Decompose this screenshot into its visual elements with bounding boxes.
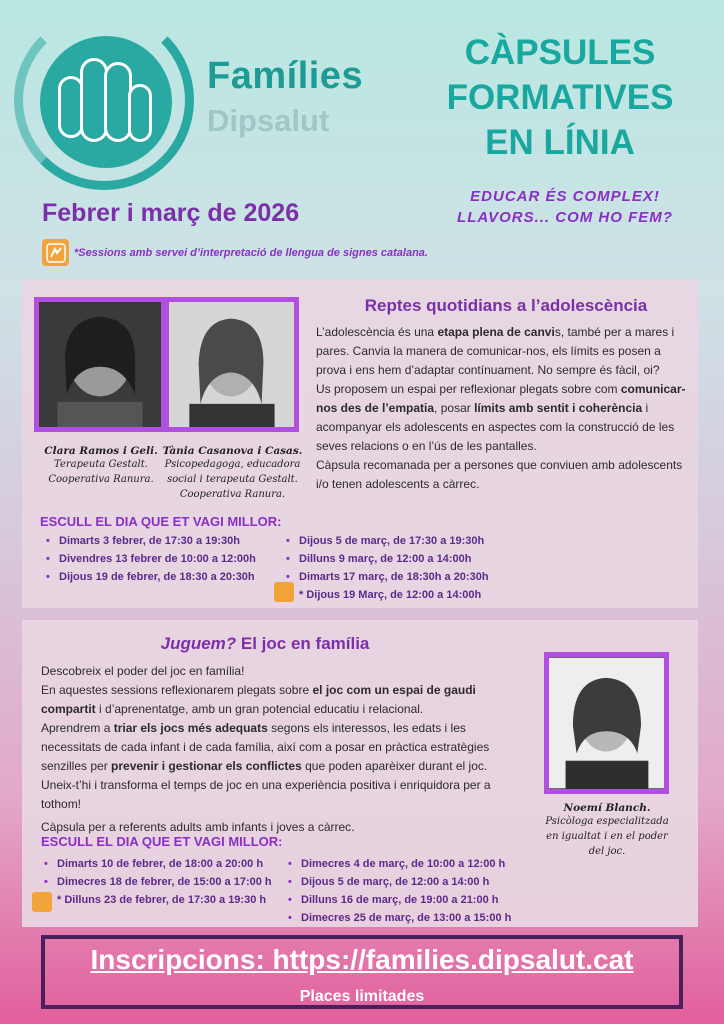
paragraph: Càpsula per a referents adults amb infants i joves a càrrec. xyxy=(41,820,355,834)
sign-language-icon xyxy=(274,582,294,602)
list-item: * Dijous 19 Març, de 12:00 a 14:00h xyxy=(299,589,482,601)
list-item: • Dimarts 17 març, de 18:30h a 20:30h xyxy=(282,568,532,586)
paragraph: L’adolescència és una etapa plena de canvis, també per a mares i pares. Canvia la manera de comunicar-nos, els límits es posen a prova i ens hem d’adaptar contínuament. No sempre és fàcil, oi? xyxy=(316,325,675,377)
list-item: * Dilluns 23 de febrer, de 17:30 a 19:30 h xyxy=(57,894,267,906)
headline xyxy=(430,30,690,165)
list-item: • Dimecres 4 de març, de 10:00 a 12:00 h xyxy=(284,855,534,873)
sign-language-icon xyxy=(32,892,52,912)
brand-name: Famílies xyxy=(207,55,364,97)
list-item: • Dimarts 10 de febrer, de 18:00 a 20:00 h xyxy=(40,855,290,873)
speaker-role: Terapeuta Gestalt. xyxy=(54,459,148,470)
tagline xyxy=(440,186,690,228)
brand-subname: Dipsalut xyxy=(207,103,330,138)
list-item: • Dimecres 25 de març, de 13:00 a 15:00 h xyxy=(284,909,534,927)
headline-line: FORMATIVES xyxy=(446,78,674,117)
dates-title: Febrer i març de 2026 xyxy=(42,199,300,227)
tagline-line: LLAVORS... COM HO FEM? xyxy=(457,209,673,226)
registration-link[interactable]: Inscripcions: https://families.dipsalut.cat xyxy=(90,944,634,975)
section-title-adolescence: Reptes quotidians a l’adolescència xyxy=(364,296,648,315)
speaker-role: Cooperativa Ranura. xyxy=(48,474,154,485)
paragraph: Càpsula recomanada per a persones que conviuen amb adolescents i/o tenen adolescents a càrrec. xyxy=(316,458,683,491)
list-item: • Dimarts 3 febrer, de 17:30 a 19:30h xyxy=(42,532,282,550)
sign-language-note: *Sessions amb servei d’interpretació de llengua de signes catalana. xyxy=(74,247,428,259)
section-description-game xyxy=(41,662,509,837)
speaker-role: Cooperativa Ranura. xyxy=(179,489,286,500)
speaker-caption-clara xyxy=(30,445,172,487)
date-list-left xyxy=(42,532,282,586)
section-description-adolescence xyxy=(316,323,688,494)
limited-places-note: Places limitades xyxy=(299,988,425,1005)
date-list-right xyxy=(282,532,532,604)
speaker-role: Psicòloga especialitzada xyxy=(545,816,669,827)
speaker-name: Clara Ramos i Geli. xyxy=(44,445,158,457)
speaker-photo-noemi xyxy=(544,652,669,794)
paragraph: Uneix-t’hi i transforma el temps de joc en una experiència positiva i enriquidora per a tothom! xyxy=(41,778,491,811)
speaker-photo-tania xyxy=(164,297,299,432)
date-list-right xyxy=(284,855,534,927)
speaker-role: del joc. xyxy=(588,846,626,857)
list-item: • Dilluns 9 març, de 12:00 a 14:00h xyxy=(282,550,532,568)
date-list-left xyxy=(40,855,290,909)
speaker-name: Tània Casanova i Casas. xyxy=(162,445,303,457)
speaker-role: en igualtat i en el poder xyxy=(546,831,668,842)
list-item: • Dijous 19 de febrer, de 18:30 a 20:30h xyxy=(42,568,282,586)
speaker-photo-clara xyxy=(34,297,166,432)
headline-line: EN LÍNIA xyxy=(485,123,635,162)
list-item: • Dimecres 18 de febrer, de 15:00 a 17:00 h xyxy=(40,873,290,891)
tagline-line: EDUCAR ÉS COMPLEX! xyxy=(470,188,660,205)
paragraph: Aprendrem a triar els jocs més adequats segons els interessos, les edats i les necessitats de cada infant i de cada família, així com a posar en pràctica estratègies senzilles per prevenir i gestionar els conflictes que poden aparèixer durant el joc. xyxy=(41,721,490,773)
speaker-name: Noemí Blanch. xyxy=(563,802,651,814)
list-item: • Dijous 5 de març, de 17:30 a 19:30h xyxy=(282,532,532,550)
speaker-role: Psicopedagoga, educadora xyxy=(164,459,301,470)
speaker-caption-noemi xyxy=(536,802,678,859)
list-item: • Dilluns 16 de març, de 19:00 a 21:00 h xyxy=(284,891,534,909)
families-logo xyxy=(40,36,172,168)
headline-line: CÀPSULES xyxy=(464,33,656,72)
speaker-caption-tania xyxy=(160,445,305,502)
section-title-game: Juguem? El joc en família xyxy=(160,634,370,653)
choose-date-heading: ESCULL EL DIA QUE ET VAGI MILLOR: xyxy=(40,514,282,529)
paragraph: En aquestes sessions reflexionarem plegats sobre el joc com un espai de gaudi compartit i d’aprenentatge, amb un gran potencial educatiu i relacional. xyxy=(41,683,476,716)
list-item: • Divendres 13 febrer de 10:00 a 12:00h xyxy=(42,550,282,568)
sign-language-icon xyxy=(42,239,69,266)
paragraph: Us proposem un espai per reflexionar plegats sobre com comunicar-nos des de l’empatia, posar límits amb sentit i coherència i acompanyar els adolescents en aspectes com la construcció de les seves relacions o en l’ús de les pantalles. xyxy=(316,382,686,453)
choose-date-heading: ESCULL EL DIA QUE ET VAGI MILLOR: xyxy=(41,834,283,849)
paragraph: Descobreix el poder del joc en família! xyxy=(41,664,245,678)
list-item: • Dijous 5 de març, de 12:00 a 14:00 h xyxy=(284,873,534,891)
speaker-role: social i terapeuta Gestalt. xyxy=(167,474,298,485)
